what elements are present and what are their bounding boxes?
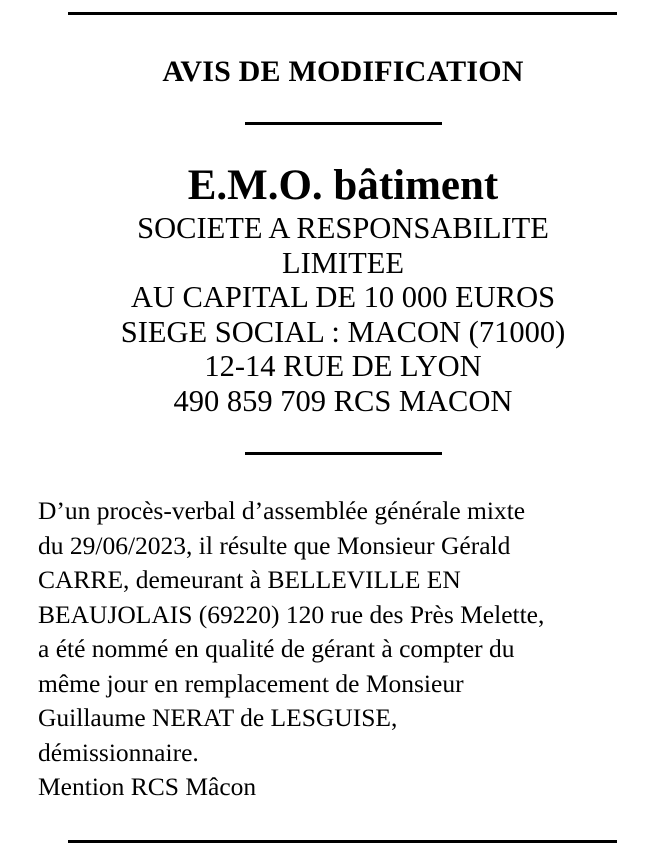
- body-line: démissionnaire.: [38, 737, 199, 767]
- company-detail-line: 12-14 RUE DE LYON: [204, 349, 482, 383]
- company-name: E.M.O. bâtiment: [187, 162, 499, 209]
- company-detail-line: SIEGE SOCIAL : MACON (71000): [120, 314, 566, 349]
- body-line: D’un procès-verbal d’assemblée générale mixte: [38, 496, 526, 525]
- body-line: BEAUJOLAIS (69220) 120 rue des Près Melette,: [38, 599, 545, 629]
- notice-body: [38, 494, 648, 805]
- company-detail-line: 490 859 709 RCS MACON: [173, 383, 513, 418]
- body-line: CARRE, demeurant à BELLEVILLE EN: [38, 565, 461, 594]
- notice-heading: AVIS DE MODIFICATION: [162, 55, 524, 88]
- body-line: a été nommé en qualité de gérant à compter du: [38, 634, 515, 663]
- body-line: du 29/06/2023, il résulte que Monsieur Gérald: [38, 530, 511, 560]
- company-detail-line: SOCIETE A RESPONSABILITE: [137, 211, 549, 245]
- company-detail-line: LIMITEE: [282, 245, 404, 280]
- company-details: [0, 211, 654, 418]
- top-divider: [68, 12, 617, 15]
- body-line-mention: Mention RCS Mâcon: [38, 772, 257, 801]
- body-line: même jour en remplacement de Monsieur: [38, 668, 464, 698]
- heading-divider: [245, 122, 442, 125]
- company-detail-line: AU CAPITAL DE 10 000 EUROS: [130, 280, 556, 314]
- details-divider: [245, 452, 442, 455]
- bottom-divider: [68, 840, 617, 843]
- body-line: Guillaume NERAT de LESGUISE,: [38, 703, 398, 732]
